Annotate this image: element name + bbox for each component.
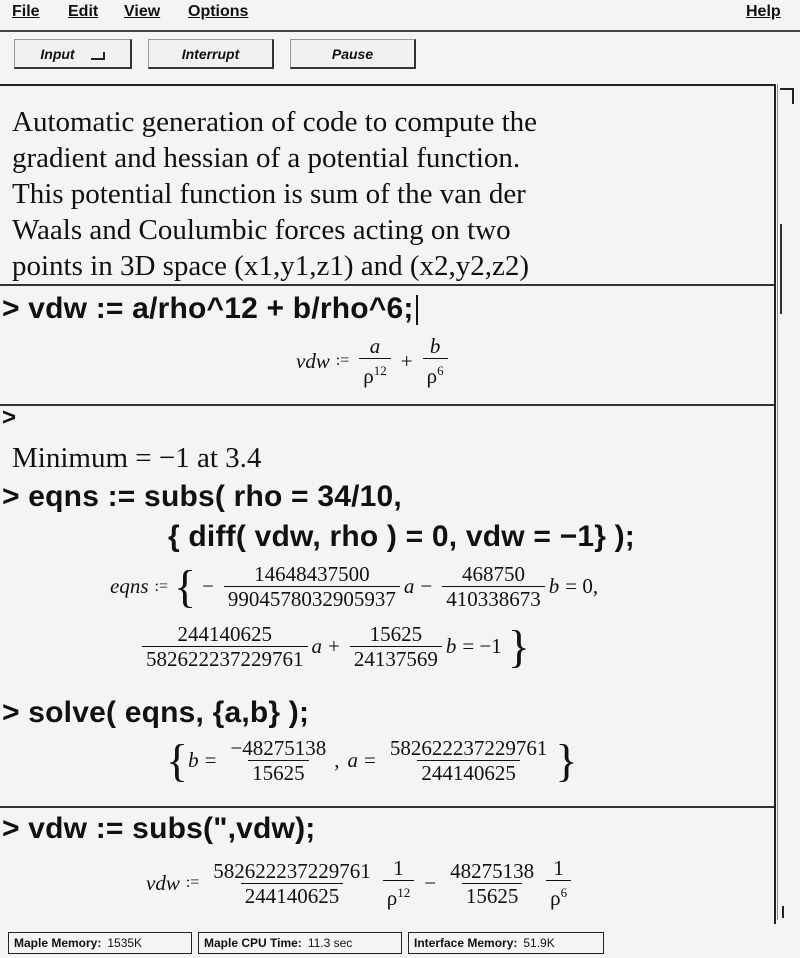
scroll-up-arrow-icon[interactable] bbox=[780, 88, 794, 104]
command-text: > vdw := a/rho^12 + b/rho^6; bbox=[2, 292, 414, 325]
command-input-1[interactable] bbox=[2, 292, 418, 326]
intro-line: gradient and hessian of a potential function. bbox=[12, 142, 521, 174]
math-lhs: vdw bbox=[296, 348, 330, 373]
status-label: Interface Memory: bbox=[414, 936, 518, 950]
denominator bbox=[423, 358, 448, 388]
denominator: 582622237229761 bbox=[142, 646, 308, 671]
interrupt-button[interactable] bbox=[148, 39, 274, 69]
denominator bbox=[546, 880, 571, 910]
section-divider bbox=[0, 404, 774, 406]
output-3 bbox=[166, 736, 577, 785]
numerator: 1 bbox=[393, 856, 404, 880]
menu-bar bbox=[0, 0, 800, 32]
fraction bbox=[386, 736, 552, 785]
math-variable: a bbox=[403, 574, 415, 598]
fraction bbox=[224, 562, 400, 611]
command-input-3[interactable]: > solve( eqns, {a,b} ); bbox=[2, 696, 310, 729]
fraction bbox=[442, 562, 545, 611]
denominator: 244140625 bbox=[417, 760, 520, 785]
minimum-text: Minimum = −1 at 3.4 bbox=[12, 442, 262, 474]
right-brace: } bbox=[507, 620, 530, 672]
status-label: Maple Memory: bbox=[14, 936, 102, 950]
fraction bbox=[546, 856, 571, 910]
status-value: 51.9K bbox=[523, 936, 555, 950]
math-operator: = bbox=[364, 748, 376, 772]
rho-symbol: ρ bbox=[386, 886, 398, 910]
fraction bbox=[423, 334, 448, 388]
command-input-2[interactable]: > eqns := subs( rho = 34/10, bbox=[2, 480, 402, 513]
math-comma: , bbox=[334, 748, 340, 772]
math-variable: a bbox=[347, 748, 359, 772]
scroll-thumb[interactable] bbox=[780, 224, 796, 314]
math-operator: − bbox=[424, 870, 437, 895]
output-1 bbox=[296, 334, 452, 388]
intro-line: points in 3D space (x1,y1,z1) and (x2,y2,z2) bbox=[12, 250, 530, 282]
numerator: 15625 bbox=[369, 622, 423, 646]
menu-view[interactable]: View bbox=[124, 3, 161, 20]
maple-cpu-time-status bbox=[198, 932, 402, 954]
math-assign: := bbox=[185, 874, 200, 891]
numerator: −48275138 bbox=[230, 736, 327, 760]
dropdown-icon bbox=[91, 52, 105, 60]
math-lhs: vdw bbox=[146, 870, 180, 895]
numerator: 1 bbox=[553, 856, 564, 880]
numerator: 468750 bbox=[462, 562, 525, 586]
input-label: Input bbox=[40, 45, 75, 62]
maple-memory-status bbox=[8, 932, 192, 954]
numerator: a bbox=[369, 334, 381, 358]
fraction bbox=[350, 622, 442, 671]
worksheet[interactable] bbox=[0, 84, 776, 924]
math-operator: = bbox=[204, 748, 217, 772]
exponent: 6 bbox=[560, 885, 568, 900]
math-operator: + bbox=[328, 634, 340, 658]
math-operator: = −1 bbox=[462, 634, 502, 658]
math-variable: a bbox=[311, 634, 322, 658]
output-2-line-1 bbox=[110, 562, 604, 611]
rho-symbol: ρ bbox=[363, 364, 374, 388]
menu-file[interactable]: File bbox=[12, 3, 40, 20]
exponent: 12 bbox=[373, 363, 387, 378]
math-assign: := bbox=[335, 352, 350, 369]
menu-help[interactable]: Help bbox=[746, 3, 781, 20]
rho-symbol: ρ bbox=[550, 886, 561, 910]
status-value: 1535K bbox=[107, 936, 143, 950]
intro-text bbox=[12, 104, 772, 284]
math-lhs: eqns bbox=[110, 574, 149, 598]
denominator: 24137569 bbox=[350, 646, 442, 671]
numerator: 48275138 bbox=[450, 858, 535, 883]
section-divider bbox=[0, 284, 774, 286]
math-variable: b bbox=[445, 634, 457, 658]
pause-label: Pause bbox=[331, 45, 374, 62]
fraction bbox=[142, 622, 308, 671]
math-operator: − bbox=[202, 574, 214, 598]
math-operator: = 0, bbox=[565, 574, 599, 598]
intro-line: This potential function is sum of the van der bbox=[12, 178, 526, 210]
right-brace: } bbox=[555, 734, 578, 786]
fraction bbox=[359, 334, 390, 388]
denominator: 410338673 bbox=[442, 586, 545, 611]
output-4 bbox=[146, 856, 575, 910]
empty-prompt[interactable]: > bbox=[2, 404, 17, 431]
vertical-scrollbar[interactable] bbox=[777, 84, 800, 920]
command-input-2-cont[interactable]: { diff( vdw, rho ) = 0, vdw = −1} ); bbox=[168, 520, 635, 553]
status-value: 11.3 sec bbox=[307, 936, 353, 950]
scroll-down-arrow-icon[interactable] bbox=[782, 906, 784, 918]
status-bar bbox=[0, 928, 800, 958]
math-variable: b bbox=[188, 748, 199, 772]
output-2-line-2 bbox=[138, 622, 530, 671]
menu-edit[interactable]: Edit bbox=[68, 3, 99, 20]
intro-line: Waals and Coulumbic forces acting on two bbox=[12, 214, 511, 246]
left-brace: { bbox=[166, 734, 189, 786]
status-label: Maple CPU Time: bbox=[204, 936, 302, 950]
math-assign: := bbox=[154, 577, 168, 595]
interface-memory-status bbox=[408, 932, 604, 954]
section-divider bbox=[0, 806, 774, 808]
fraction bbox=[446, 859, 538, 908]
math-variable: b bbox=[548, 574, 560, 598]
toolbar bbox=[0, 31, 800, 83]
denominator: 15625 bbox=[462, 883, 523, 908]
numerator: 244140625 bbox=[177, 622, 272, 646]
denominator: 9904578032905937 bbox=[224, 586, 400, 611]
rho-symbol: ρ bbox=[426, 364, 438, 388]
numerator: b bbox=[429, 334, 441, 358]
text-cursor bbox=[416, 295, 418, 325]
fraction bbox=[383, 856, 414, 910]
command-input-4[interactable]: > vdw := subs(",vdw); bbox=[2, 812, 316, 845]
menu-options[interactable]: Options bbox=[188, 3, 249, 20]
left-brace: { bbox=[173, 560, 197, 612]
denominator bbox=[359, 358, 390, 388]
numerator: 582622237229761 bbox=[389, 736, 548, 760]
denominator bbox=[383, 880, 414, 910]
math-operator: + bbox=[400, 348, 413, 373]
interrupt-label: Interrupt bbox=[181, 45, 240, 62]
pause-button[interactable] bbox=[290, 39, 416, 69]
intro-line: Automatic generation of code to compute the bbox=[12, 106, 538, 138]
denominator: 244140625 bbox=[241, 883, 344, 908]
denominator: 15625 bbox=[248, 760, 309, 785]
fraction bbox=[209, 859, 375, 908]
exponent: 12 bbox=[397, 885, 411, 900]
exponent: 6 bbox=[437, 363, 444, 378]
fraction bbox=[226, 736, 330, 785]
numerator: 14648437500 bbox=[254, 562, 370, 586]
input-mode-button[interactable] bbox=[14, 39, 132, 69]
numerator: 582622237229761 bbox=[213, 858, 371, 883]
math-operator: − bbox=[420, 574, 433, 598]
